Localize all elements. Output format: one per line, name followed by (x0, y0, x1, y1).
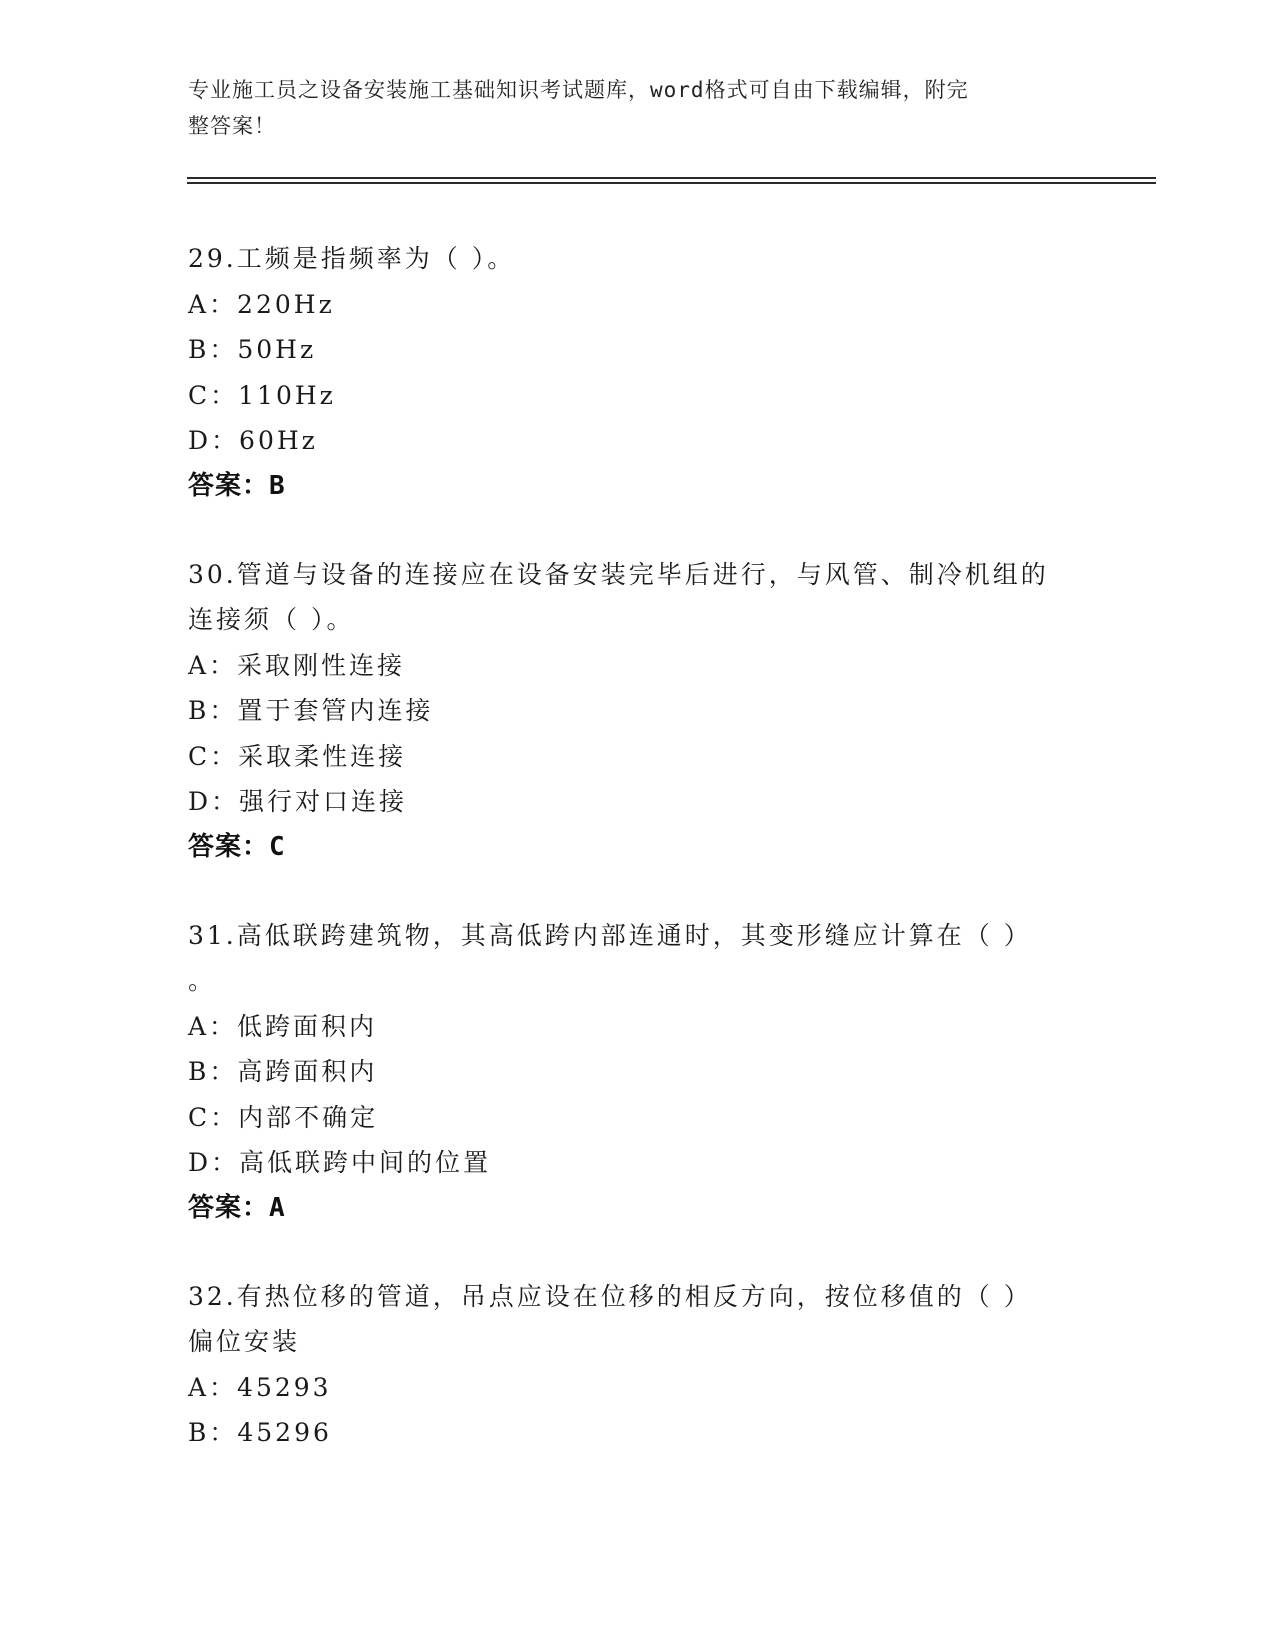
header-line-2: 整答案！ (188, 114, 276, 138)
question-32 (188, 1274, 1088, 1456)
option-d: D：强行对口连接 (188, 787, 408, 816)
question-stem-continued: 连接须（ ）。 (188, 605, 355, 634)
option-a: A：低跨面积内 (188, 1011, 378, 1041)
option-d: D：高低联跨中间的位置 (188, 1148, 492, 1177)
option-a: A：采取刚性连接 (188, 650, 406, 680)
option-c: C：内部不确定 (188, 1102, 379, 1132)
option-a: A：220Hz (188, 289, 335, 319)
header-line-1: 专业施工员之设备安装施工基础知识考试题库，word格式可自由下载编辑，附完 (188, 78, 969, 102)
option-a: A：45293 (188, 1372, 332, 1402)
option-b: B：高跨面积内 (188, 1057, 378, 1086)
question-stem: 32.有热位移的管道，吊点应设在位移的相反方向，按位移值的（ ） (188, 1281, 1032, 1311)
option-b: B：45296 (188, 1418, 332, 1447)
document-header (188, 72, 1068, 144)
header-divider-top (187, 177, 1156, 179)
question-30 (188, 552, 1088, 870)
option-d: D：60Hz (188, 426, 318, 455)
answer-label: 答案：B (188, 470, 286, 501)
question-31 (188, 913, 1088, 1231)
header-divider-bottom (187, 182, 1156, 184)
option-c: C：采取柔性连接 (188, 741, 407, 771)
option-b: B：50Hz (188, 335, 317, 364)
option-c: C：110Hz (188, 380, 336, 410)
question-stem: 29.工频是指频率为（ ）。 (188, 244, 516, 273)
answer-label: 答案：A (188, 1192, 286, 1223)
question-stem-continued: 偏位安装 (188, 1327, 301, 1356)
option-b: B：置于套管内连接 (188, 696, 434, 725)
question-stem-continued: 。 (188, 966, 217, 995)
question-stem: 30.管道与设备的连接应在设备安装完毕后进行，与风管、制冷机组的 (188, 559, 1049, 589)
question-stem: 31.高低联跨建筑物，其高低跨内部连通时，其变形缝应计算在（ ） (188, 920, 1032, 950)
question-29 (188, 236, 1088, 509)
question-list (188, 236, 1088, 1499)
answer-label: 答案：C (188, 831, 286, 862)
